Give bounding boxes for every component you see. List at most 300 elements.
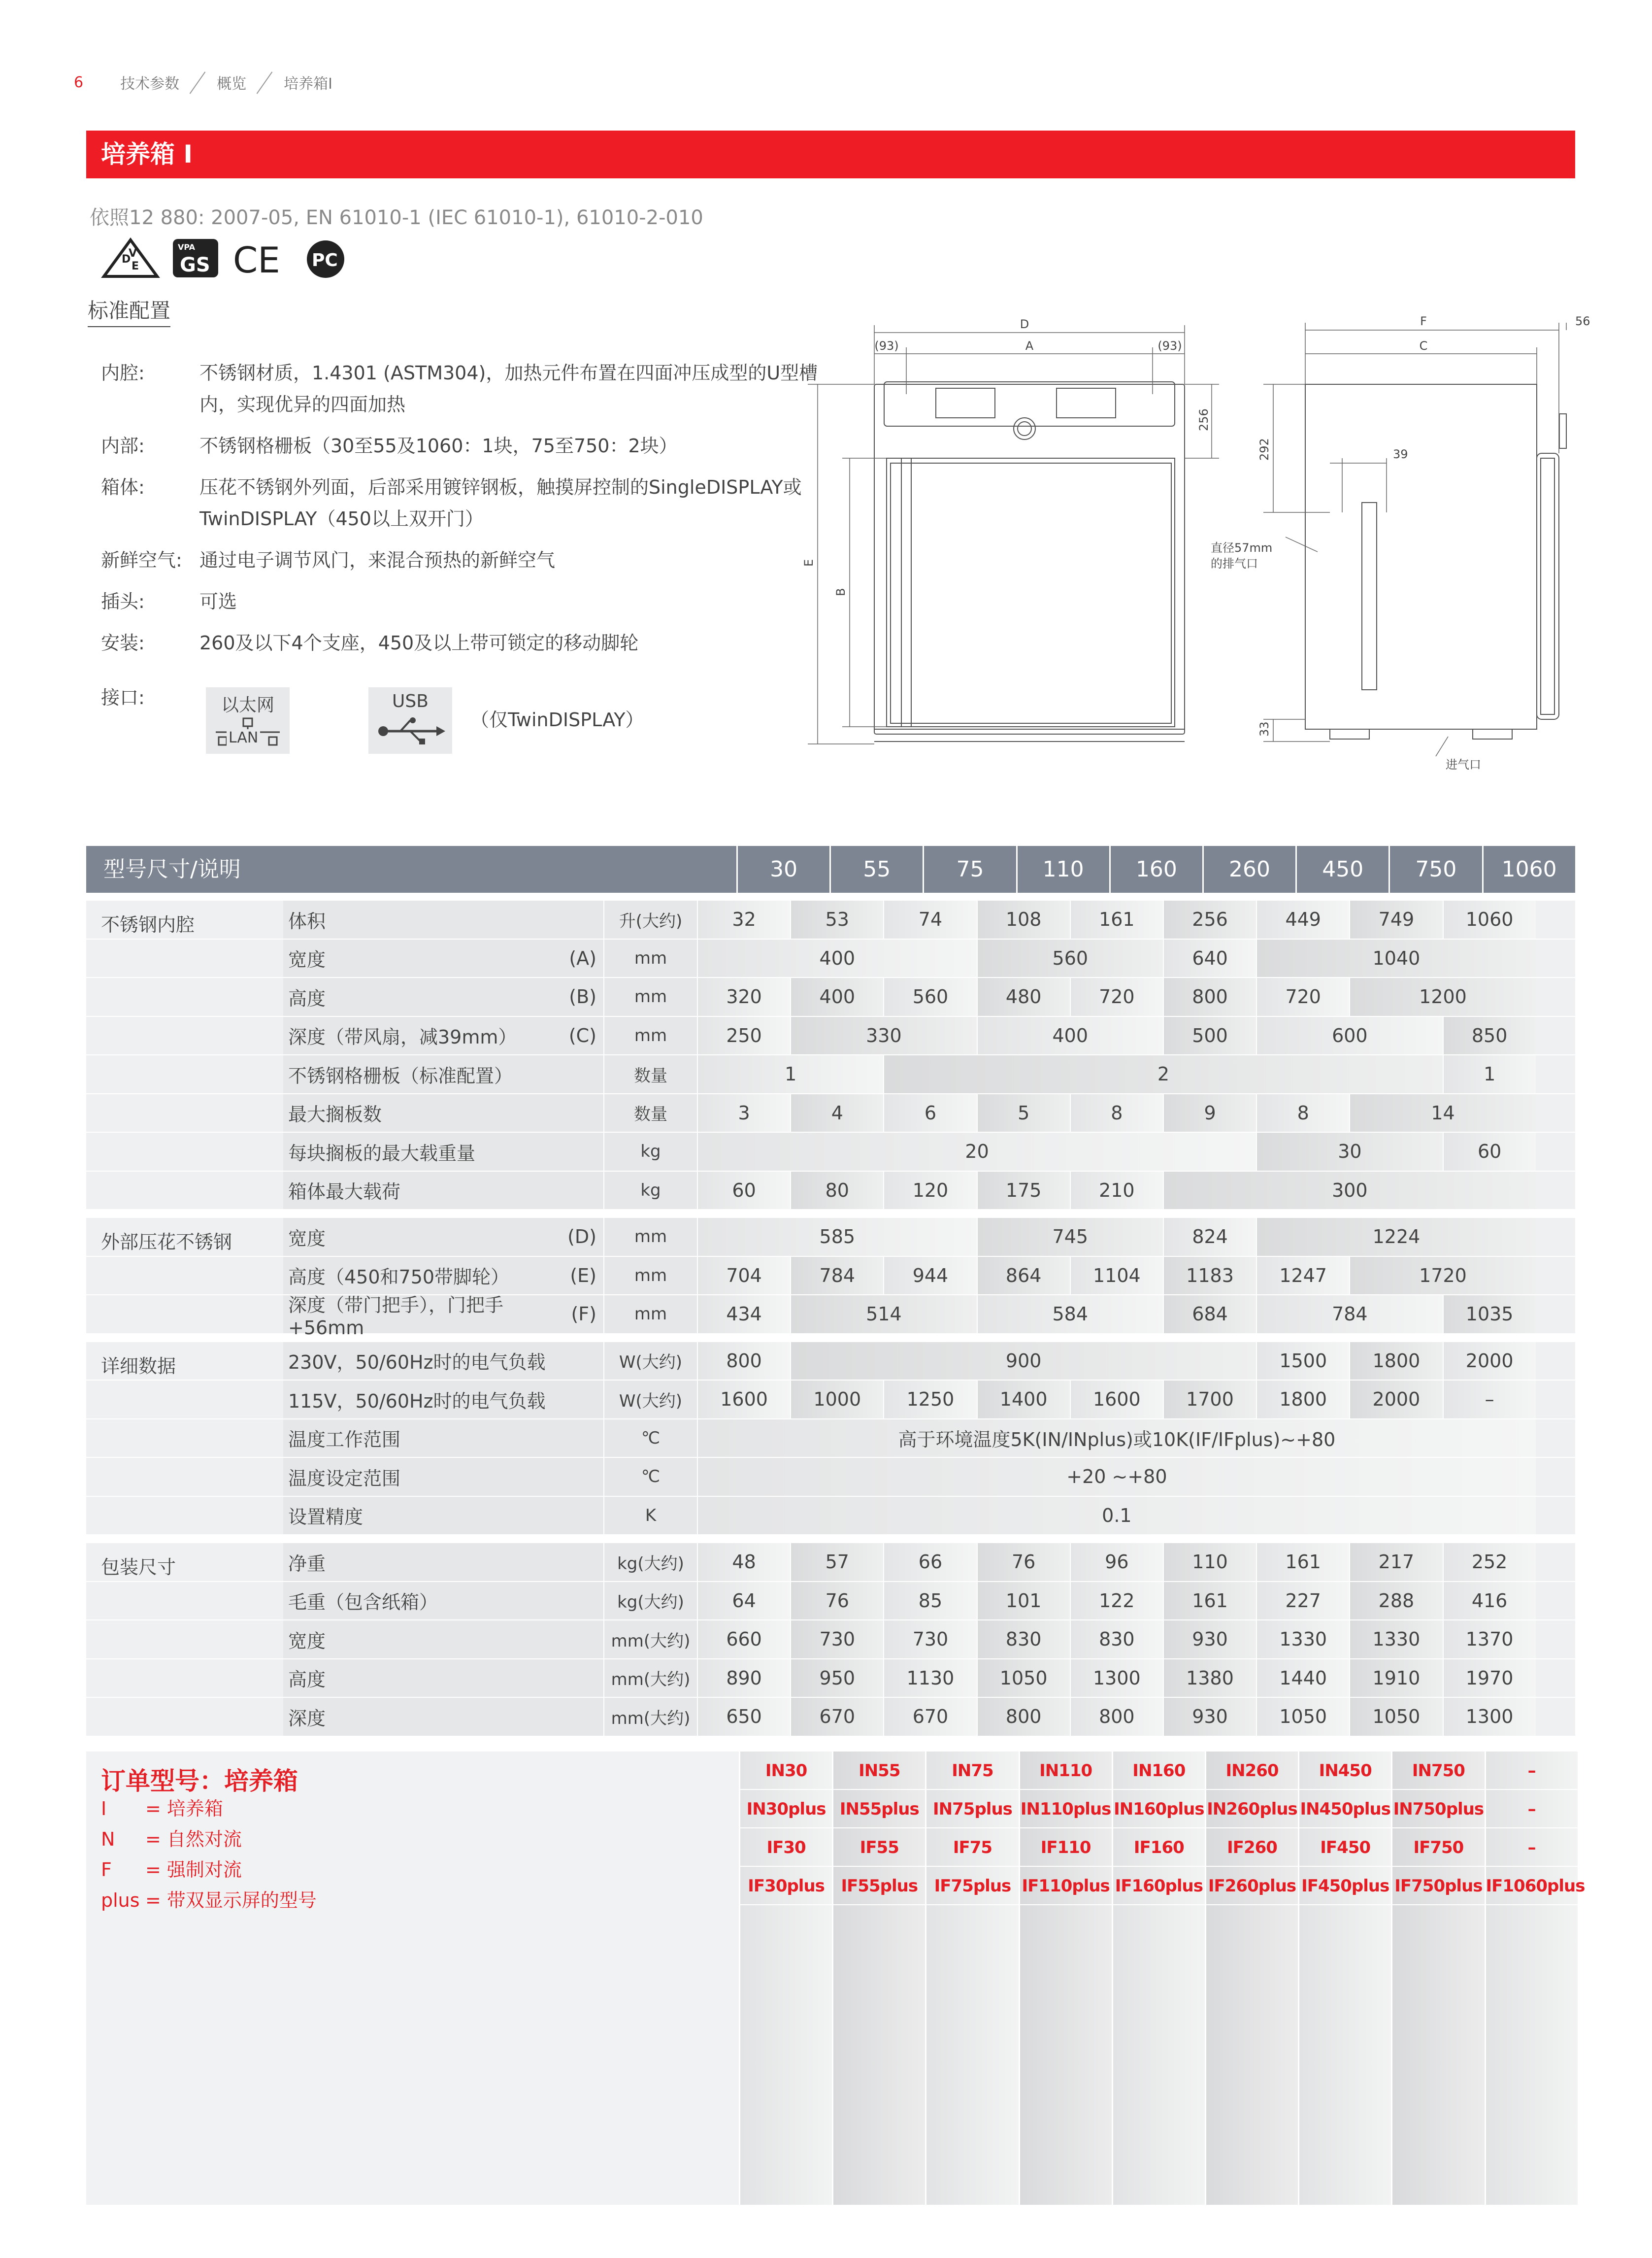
value-cell: 1040 <box>1256 940 1536 977</box>
standard-text: 依照12 880: 2007-05, EN 61010-1 (IEC 61010-1), 61010-2-010 <box>90 206 703 229</box>
dimension-label: 39 <box>1393 447 1408 461</box>
order-code[interactable]: IF160plus <box>1113 1867 1205 1905</box>
value-cell: 560 <box>883 978 976 1016</box>
value-cell: 1330 <box>1256 1620 1349 1658</box>
order-code[interactable]: IF110 <box>1020 1828 1112 1867</box>
value-cell: 1050 <box>977 1659 1070 1697</box>
dimension-code: (E) <box>570 1264 596 1286</box>
exhaust-label: 直径57mm <box>1211 541 1273 555</box>
value-cell: 1370 <box>1443 1620 1536 1658</box>
value-cell: 14 <box>1349 1094 1535 1132</box>
order-code[interactable]: IF30plus <box>740 1867 832 1905</box>
unit-cell: kg(大约) <box>603 1582 697 1620</box>
unit-cell: 升(大约) <box>603 901 697 939</box>
dimension-code: (B) <box>569 986 596 1008</box>
value-cell: 950 <box>790 1659 883 1697</box>
value-cell: 5 <box>977 1094 1070 1132</box>
value-cell: 250 <box>697 1017 790 1055</box>
order-code[interactable]: IF110plus <box>1020 1867 1112 1905</box>
dimension-code: (A) <box>569 947 596 969</box>
model-column-header: 750 <box>1388 846 1482 893</box>
dimension-label: B <box>834 588 848 596</box>
value-cell: 1720 <box>1349 1257 1535 1295</box>
table-group <box>86 1342 1575 1536</box>
value-cell: 890 <box>697 1659 790 1697</box>
value-cell: 830 <box>977 1620 1070 1658</box>
table-row <box>86 1017 1575 1056</box>
value-cell: 1910 <box>1349 1659 1442 1697</box>
svg-text:VPA: VPA <box>178 242 196 252</box>
value-cell: 2 <box>883 1055 1442 1093</box>
value-cell: 1200 <box>1349 978 1535 1016</box>
order-legend <box>101 1793 317 1916</box>
order-code[interactable]: IN75 <box>926 1752 1018 1790</box>
value-cell: 1035 <box>1443 1295 1536 1333</box>
value-cell: 53 <box>790 901 883 939</box>
value-cell: 256 <box>1163 901 1256 939</box>
dimension-code: (F) <box>571 1303 596 1325</box>
value-cell: 640 <box>1163 940 1256 977</box>
order-code[interactable]: IN260 <box>1206 1752 1298 1790</box>
dimension-label: (93) <box>874 339 899 353</box>
model-column-header: 75 <box>923 846 1016 893</box>
intake-label: 进气口 <box>1446 758 1481 772</box>
value-cell: 434 <box>697 1295 790 1333</box>
spec-item: 安装: 260及以下4个支座，450及以上带可锁定的移动脚轮 <box>101 632 639 654</box>
model-column-header: 160 <box>1109 846 1202 893</box>
table-row <box>86 1458 1575 1497</box>
model-column-header: 450 <box>1295 846 1388 893</box>
row-label: 宽度 <box>283 1620 603 1658</box>
pct-logo-icon <box>301 236 350 280</box>
order-code[interactable]: IF750 <box>1392 1828 1484 1867</box>
table-row <box>86 1543 1575 1582</box>
unit-cell: ℃ <box>603 1419 697 1457</box>
order-column <box>1391 1752 1484 2205</box>
value-cell: 1050 <box>1349 1698 1442 1736</box>
certification-logos <box>101 236 350 280</box>
value-cell: 650 <box>697 1698 790 1736</box>
order-code[interactable]: IN30plus <box>740 1790 832 1828</box>
group-name: 详细数据 <box>101 1355 176 1377</box>
lan-port-icon: 以太网 LAN <box>206 687 290 754</box>
value-cell: 8 <box>1070 1094 1163 1132</box>
order-code[interactable]: – <box>1486 1752 1578 1790</box>
interface-label: 接口: <box>101 687 145 708</box>
value-cell: 20 <box>697 1133 1256 1171</box>
row-label: 230V，50/60Hz时的电气负载 <box>283 1342 603 1380</box>
table-header <box>86 846 1575 893</box>
row-label: 宽度 (A) <box>283 940 603 977</box>
value-cell: 8 <box>1256 1094 1349 1132</box>
spec-list <box>101 357 840 669</box>
spec-item: 内部: 不锈钢格栅板（30至55及1060：1块，75至750：2块） <box>101 435 678 457</box>
unit-cell: K <box>603 1497 697 1535</box>
dimension-label: F <box>1420 314 1427 328</box>
value-cell: 330 <box>790 1017 976 1055</box>
table-row <box>86 1218 1575 1257</box>
row-label: 深度（带风扇，减39mm） (C) <box>283 1017 603 1055</box>
value-cell: 1060 <box>1443 901 1536 939</box>
order-code[interactable]: IF160 <box>1113 1828 1205 1867</box>
breadcrumb-item[interactable]: 概览 <box>217 75 247 93</box>
value-cell: 288 <box>1349 1582 1442 1620</box>
value-cell: 1700 <box>1163 1381 1256 1418</box>
value-cell: 1247 <box>1256 1257 1349 1295</box>
value-cell: 3 <box>697 1094 790 1132</box>
order-code[interactable]: IN750plus <box>1392 1790 1484 1828</box>
value-cell: 252 <box>1443 1543 1536 1581</box>
value-cell: 高于环境温度5K(IN/INplus)或10K(IF/IFplus)~+80 <box>697 1419 1536 1457</box>
table-row <box>86 1419 1575 1458</box>
value-cell: 930 <box>1163 1620 1256 1658</box>
row-label: 净重 <box>283 1543 603 1581</box>
unit-cell: mm <box>603 978 697 1016</box>
svg-text:CE: CE <box>233 239 280 279</box>
value-cell: 600 <box>1256 1017 1442 1055</box>
value-cell: 1330 <box>1349 1620 1442 1658</box>
table-row <box>86 1172 1575 1211</box>
order-column <box>832 1752 925 2205</box>
order-code[interactable]: IF30 <box>740 1828 832 1867</box>
row-label: 高度 (B) <box>283 978 603 1016</box>
value-cell: 210 <box>1070 1172 1163 1210</box>
page-title: 培养箱 I <box>86 131 1575 178</box>
value-cell: 1440 <box>1256 1659 1349 1697</box>
svg-text:V: V <box>129 247 137 260</box>
dimension-label: D <box>1020 317 1029 331</box>
svg-text:D: D <box>122 253 131 266</box>
unit-cell: mm <box>603 1257 697 1295</box>
table-row <box>86 1659 1575 1698</box>
value-cell: 800 <box>1163 978 1256 1016</box>
value-cell: 704 <box>697 1257 790 1295</box>
value-cell: 60 <box>697 1172 790 1210</box>
value-cell: 784 <box>1256 1295 1442 1333</box>
value-cell: 730 <box>790 1620 883 1658</box>
dimension-label: C <box>1419 339 1428 353</box>
table-group <box>86 1543 1575 1737</box>
value-cell: 60 <box>1443 1133 1536 1171</box>
order-code[interactable]: IN75plus <box>926 1790 1018 1828</box>
breadcrumb-item[interactable]: 培养箱I <box>284 75 332 93</box>
row-label: 设置精度 <box>283 1497 603 1535</box>
value-cell: 2000 <box>1349 1381 1442 1418</box>
value-cell: 48 <box>697 1543 790 1581</box>
legend-item: N = 自然对流 <box>101 1828 242 1850</box>
value-cell: 1970 <box>1443 1659 1536 1697</box>
order-column <box>1298 1752 1391 2205</box>
value-cell: 480 <box>977 978 1070 1016</box>
dimension-label: (93) <box>1157 339 1182 353</box>
breadcrumb <box>74 71 332 93</box>
value-cell: 101 <box>977 1582 1070 1620</box>
spec-item: 箱体: 压花不锈钢外列面，后部采用镀锌钢板，触摸屏控制的SingleDISPLAY或TwinDISPLAY（450以上双开门） <box>101 476 802 530</box>
order-code[interactable]: IN160plus <box>1113 1790 1205 1828</box>
breadcrumb-item[interactable]: 技术参数 <box>120 75 180 93</box>
value-cell: 320 <box>697 978 790 1016</box>
ce-mark-icon <box>231 237 290 279</box>
row-label: 深度（带门把手），门把手+56mm (F) <box>283 1295 603 1333</box>
vde-logo-icon <box>101 237 160 279</box>
value-cell: 1380 <box>1163 1659 1256 1697</box>
value-cell: 110 <box>1163 1543 1256 1581</box>
value-cell: 1183 <box>1163 1257 1256 1295</box>
row-label: 不锈钢格栅板（标准配置） <box>283 1055 603 1093</box>
table-row <box>86 1055 1575 1094</box>
dimension-label: 33 <box>1257 721 1271 737</box>
svg-text:E: E <box>132 260 139 272</box>
usb-port-icon: USB <box>368 687 452 754</box>
value-cell: 800 <box>697 1342 790 1380</box>
value-cell: 80 <box>790 1172 883 1210</box>
value-cell: 784 <box>790 1257 883 1295</box>
svg-text:PC: PC <box>312 250 338 270</box>
unit-cell: 数量 <box>603 1055 697 1093</box>
legend-item: plus = 带双显示屏的型号 <box>101 1889 317 1911</box>
order-code[interactable]: IN110 <box>1020 1752 1112 1790</box>
order-title: 订单型号：培养箱 <box>101 1767 298 1795</box>
value-cell: +20 ~+80 <box>697 1458 1536 1496</box>
unit-cell: mm(大约) <box>603 1659 697 1697</box>
value-cell: 1300 <box>1443 1698 1536 1736</box>
value-cell: 175 <box>977 1172 1070 1210</box>
spec-item: 插头: 可选 <box>101 591 237 612</box>
group-name: 外部压花不锈钢 <box>101 1231 232 1253</box>
legend-item: F = 强制对流 <box>101 1859 242 1881</box>
table-row <box>86 1133 1575 1172</box>
value-cell: 122 <box>1070 1582 1163 1620</box>
model-column-header: 30 <box>736 846 829 893</box>
order-code[interactable]: IN450plus <box>1299 1790 1391 1828</box>
value-cell: 1800 <box>1256 1381 1349 1418</box>
header-label: 型号尺寸/说明 <box>103 857 241 882</box>
order-code[interactable]: IF75plus <box>926 1867 1018 1905</box>
value-cell: 416 <box>1443 1582 1536 1620</box>
order-code[interactable]: IN30 <box>740 1752 832 1790</box>
value-cell: 85 <box>883 1582 976 1620</box>
value-cell: 32 <box>697 901 790 939</box>
value-cell: 57 <box>790 1543 883 1581</box>
row-label: 箱体最大载荷 <box>283 1172 603 1210</box>
order-codes <box>739 1752 1585 2205</box>
row-label: 温度设定范围 <box>283 1458 603 1496</box>
vpa-gs-logo-icon <box>171 237 220 279</box>
unit-cell: W(大约) <box>603 1381 697 1418</box>
value-cell: 1224 <box>1256 1218 1536 1256</box>
order-column <box>1019 1752 1112 2205</box>
unit-cell: mm <box>603 1218 697 1256</box>
order-code[interactable]: IF55 <box>833 1828 925 1867</box>
row-label: 宽度 (D) <box>283 1218 603 1256</box>
row-label: 每块搁板的最大载重量 <box>283 1133 603 1171</box>
value-cell: 76 <box>790 1582 883 1620</box>
usb-icon <box>373 711 447 746</box>
group-name: 包装尺寸 <box>101 1556 176 1578</box>
spec-item: 内腔: 不锈钢材质，1.4301 (ASTM304)，加热元件布置在四面冲压成型的U型槽内，实现优异的四面加热 <box>101 362 818 415</box>
value-cell: 1 <box>1443 1055 1536 1093</box>
value-cell: 161 <box>1256 1543 1349 1581</box>
table-row <box>86 1497 1575 1536</box>
row-label: 最大搁板数 <box>283 1094 603 1132</box>
legend-item: I = 培养箱 <box>101 1798 223 1820</box>
order-code[interactable]: IF75 <box>926 1828 1018 1867</box>
value-cell: 900 <box>790 1342 1256 1380</box>
order-code[interactable]: IN55 <box>833 1752 925 1790</box>
value-cell: 161 <box>1163 1582 1256 1620</box>
order-column <box>1112 1752 1205 2205</box>
table-row <box>86 1342 1575 1381</box>
table-group <box>86 901 1575 1210</box>
dimension-code: (C) <box>568 1024 596 1046</box>
spec-item: 新鲜空气: 通过电子调节风门，来混合预热的新鲜空气 <box>101 549 556 571</box>
row-label: 温度工作范围 <box>283 1419 603 1457</box>
table-row <box>86 1294 1575 1339</box>
row-label: 高度 <box>283 1659 603 1697</box>
value-cell: 6 <box>883 1094 976 1132</box>
value-cell: 120 <box>883 1172 976 1210</box>
page-number: 6 <box>74 73 84 91</box>
value-cell: 4 <box>790 1094 883 1132</box>
unit-cell: mm <box>603 940 697 977</box>
order-code[interactable]: IF260 <box>1206 1828 1298 1867</box>
order-code[interactable]: IN160 <box>1113 1752 1205 1790</box>
value-cell: 850 <box>1443 1017 1536 1055</box>
unit-cell: mm <box>603 1295 697 1333</box>
unit-cell: kg <box>603 1133 697 1171</box>
value-cell: 720 <box>1256 978 1349 1016</box>
order-code[interactable]: IN260plus <box>1206 1790 1298 1828</box>
table-body <box>86 901 1575 1737</box>
value-cell: 560 <box>977 940 1163 977</box>
group-name: 不锈钢内腔 <box>101 914 195 936</box>
value-cell: 0.1 <box>697 1497 1536 1535</box>
order-code[interactable]: – <box>1486 1790 1578 1828</box>
value-cell: 720 <box>1070 978 1163 1016</box>
dimension-label: 56 <box>1575 314 1590 328</box>
value-cell: 824 <box>1163 1218 1256 1256</box>
table-row <box>86 1620 1575 1659</box>
value-cell: 1500 <box>1256 1342 1349 1380</box>
value-cell: 1050 <box>1256 1698 1349 1736</box>
table-row <box>86 1381 1575 1419</box>
value-cell: 400 <box>790 978 883 1016</box>
table-row <box>86 1582 1575 1621</box>
unit-cell: mm(大约) <box>603 1620 697 1658</box>
value-cell: 684 <box>1163 1295 1256 1333</box>
value-cell: 1250 <box>883 1381 976 1418</box>
value-cell: 64 <box>697 1582 790 1620</box>
order-column <box>1205 1752 1298 2205</box>
order-column <box>925 1752 1018 2205</box>
value-cell: 500 <box>1163 1017 1256 1055</box>
order-column <box>1485 1752 1585 2205</box>
value-cell: 2000 <box>1443 1342 1536 1380</box>
order-code[interactable]: IN110plus <box>1020 1790 1112 1828</box>
unit-cell: mm <box>603 1017 697 1055</box>
unit-cell: W(大约) <box>603 1342 697 1380</box>
value-cell: 108 <box>977 901 1070 939</box>
order-code[interactable]: – <box>1486 1828 1578 1867</box>
value-cell: 400 <box>977 1017 1163 1055</box>
model-column-header: 55 <box>829 846 923 893</box>
twin-display-note: （仅TwinDISPLAY） <box>470 709 644 731</box>
row-label: 115V，50/60Hz时的电气负载 <box>283 1381 603 1418</box>
row-label: 体积 <box>283 901 603 939</box>
order-code[interactable]: IF450plus <box>1299 1867 1391 1905</box>
dimension-label: A <box>1025 339 1034 353</box>
dimension-code: (D) <box>567 1226 596 1248</box>
order-code[interactable]: IN450 <box>1299 1752 1391 1790</box>
model-column-header: 260 <box>1202 846 1295 893</box>
row-label: 高度（450和750带脚轮） (E) <box>283 1257 603 1295</box>
dimension-label: 292 <box>1257 438 1271 461</box>
table-row <box>86 901 1575 940</box>
order-code[interactable]: IN750 <box>1392 1752 1484 1790</box>
order-code[interactable]: IF55plus <box>833 1867 925 1905</box>
value-cell: 217 <box>1349 1543 1442 1581</box>
model-column-header: 1060 <box>1482 846 1575 893</box>
value-cell: 76 <box>977 1543 1070 1581</box>
value-cell: 227 <box>1256 1582 1349 1620</box>
order-code[interactable]: IF450 <box>1299 1828 1391 1867</box>
value-cell: 449 <box>1256 901 1349 939</box>
dimension-label: E <box>802 559 816 567</box>
value-cell: 670 <box>790 1698 883 1736</box>
value-cell: 74 <box>883 901 976 939</box>
value-cell: 300 <box>1163 1172 1536 1210</box>
unit-cell: mm(大约) <box>603 1698 697 1736</box>
value-cell: 944 <box>883 1257 976 1295</box>
value-cell: 800 <box>1070 1698 1163 1736</box>
table-row <box>86 1094 1575 1133</box>
order-code[interactable]: IN55plus <box>833 1790 925 1828</box>
value-cell: – <box>1443 1381 1536 1418</box>
exhaust-label: 的排气口 <box>1211 557 1258 571</box>
unit-cell: ℃ <box>603 1458 697 1496</box>
table-row <box>86 978 1575 1017</box>
table-row <box>86 1698 1575 1737</box>
order-code[interactable]: IF1060plus <box>1486 1867 1578 1905</box>
order-column <box>739 1752 832 2205</box>
value-cell: 670 <box>883 1698 976 1736</box>
value-cell: 1 <box>697 1055 883 1093</box>
value-cell: 514 <box>790 1295 976 1333</box>
value-cell: 9 <box>1163 1094 1256 1132</box>
breadcrumb-separator <box>183 72 213 92</box>
value-cell: 745 <box>977 1218 1163 1256</box>
value-cell: 30 <box>1256 1133 1442 1171</box>
value-cell: 1130 <box>883 1659 976 1697</box>
order-code[interactable]: IF750plus <box>1392 1867 1484 1905</box>
value-cell: 800 <box>977 1698 1070 1736</box>
value-cell: 830 <box>1070 1620 1163 1658</box>
table-row <box>86 940 1575 978</box>
dimension-label: 256 <box>1197 408 1211 431</box>
spec-table <box>86 846 1575 1737</box>
value-cell: 864 <box>977 1257 1070 1295</box>
value-cell: 749 <box>1349 901 1442 939</box>
unit-cell: kg <box>603 1172 697 1210</box>
breadcrumb-separator <box>250 72 280 92</box>
unit-cell: kg(大约) <box>603 1543 697 1581</box>
value-cell: 660 <box>697 1620 790 1658</box>
value-cell: 930 <box>1163 1698 1256 1736</box>
order-code[interactable]: IF260plus <box>1206 1867 1298 1905</box>
value-cell: 1600 <box>697 1381 790 1418</box>
standard-config-title: 标准配置 <box>88 295 170 327</box>
dimension-drawing <box>788 296 1596 778</box>
